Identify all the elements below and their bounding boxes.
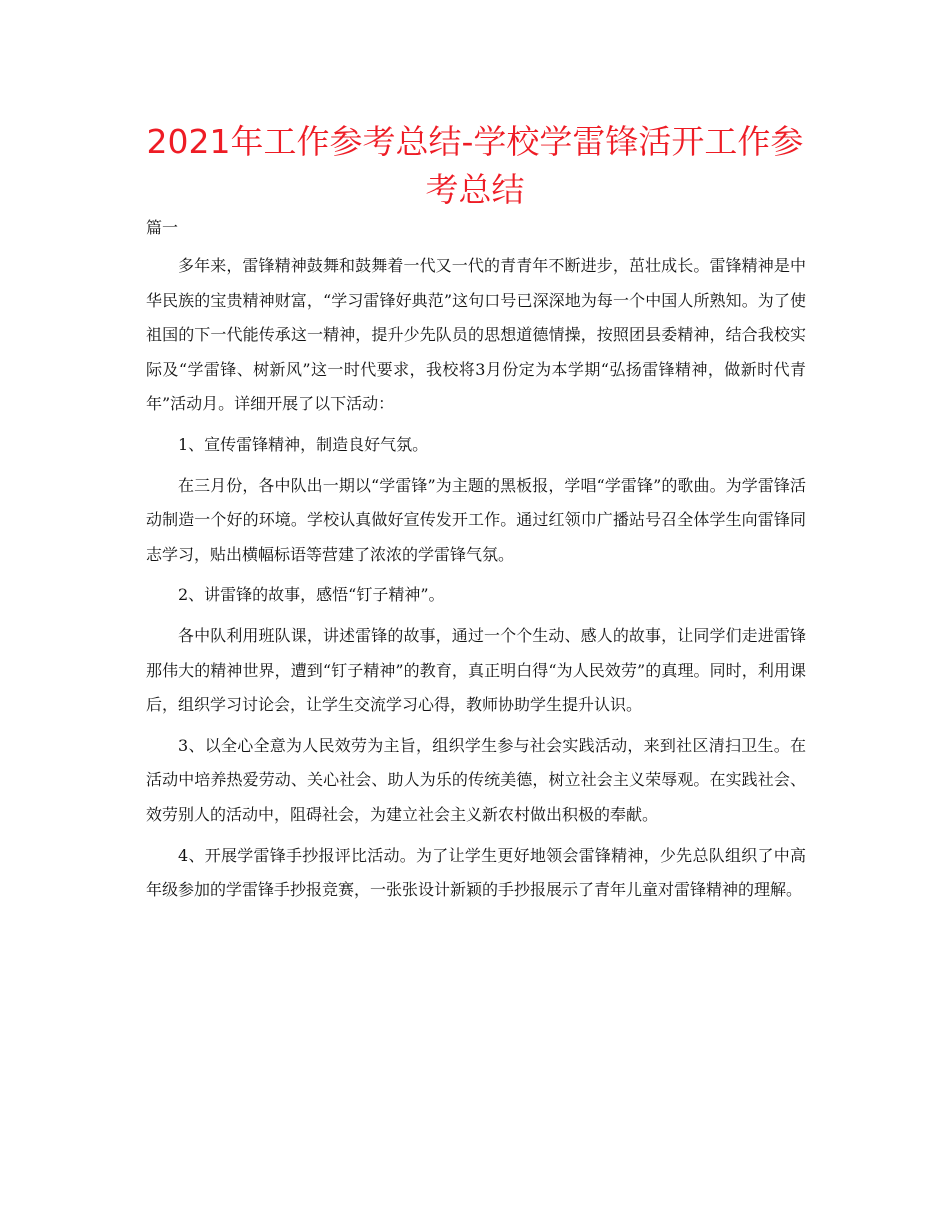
section-label: 篇一 [146, 218, 179, 237]
paragraph-heading-2: 2、讲雷锋的故事，感悟“钉子精神”。 [178, 585, 445, 605]
paragraph-intro: 多年来，雷锋精神鼓舞和鼓舞着一代又一代的青青年不断进步，茁壮成长。雷锋精神是中华民族的宝贵精神财富，“学习雷锋好典范”这句口号已深深地为每一个中国人所熟知。为了使祖国的下一代能传承这一精神，提升少先队员的思想道德情操，按照团县委精神，结合我校实际及“学雷锋、树新风”这一时代要求，我校将3月份定为本学期“弘扬雷锋精神，做新时代青年”活动月。详细开展了以下活动： [146, 256, 806, 414]
paragraph-item-2: 各中队利用班队课，讲述雷锋的故事，通过一个个生动、感人的故事，让同学们走进雷锋那伟大的精神世界，遭到“钉子精神”的教育，真正明白得“为人民效劳”的真理。同时，利用课后，组织学习讨论会，让学生交流学习心得，教师协助学生提升认识。 [146, 625, 806, 715]
paragraph-item-3: 3、以全心全意为人民效劳为主旨，组织学生参与社会实践活动，来到社区清扫卫生。在活动中培养热爱劳动、关心社会、助人为乐的传统美德，树立社会主义荣辱观。在实践社会、效劳别人的活动中，阻碍社会，为建立社会主义新农村做出积极的奉献。 [146, 735, 806, 824]
document-title: 2021年工作参考总结-学校学雷锋活开工作参考总结 [146, 122, 804, 209]
paragraph-item-4: 4、开展学雷锋手抄报评比活动。为了让学生更好地领会雷锋精神，少先总队组织了中高年级参加的学雷锋手抄报竞赛，一张张设计新颖的手抄报展示了青年儿童对雷锋精神的理解。 [146, 845, 806, 900]
paragraph-heading-1: 1、宣传雷锋精神，制造良好气氛。 [178, 434, 429, 454]
document-body [146, 249, 806, 914]
paragraph-item-1: 在三月份，各中队出一期以“学雷锋”为主题的黑板报，学唱“学雷锋”的歌曲。为学雷锋活动制造一个好的环境。学校认真做好宣传发开工作。通过红领巾广播站号召全体学生向雷锋同志学习，贴出横幅标语等营建了浓浓的学雷锋气氛。 [146, 475, 806, 564]
